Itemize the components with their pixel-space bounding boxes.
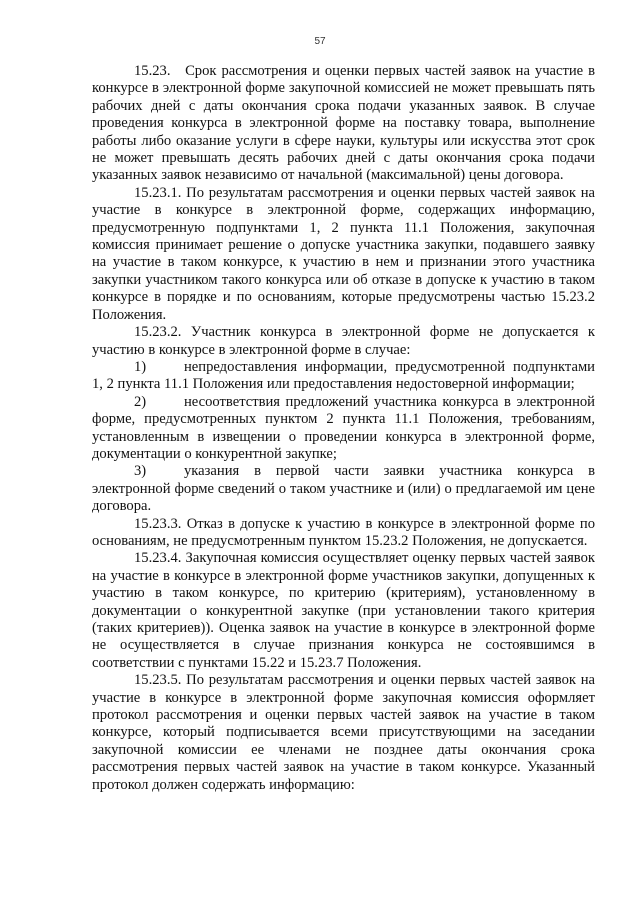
list-item-1: [92, 359, 595, 394]
section-15-23-1: 15.23.1. По результатам рассмотрения и оценки первых частей заявок на участие в конкурсе в электронной форме, содержащих информацию, предусмотренную подпунктами 1, 2 пункта 11.1 Положения, закупочная комиссия принимает решение о допуске участника закупки, подавшего заявку на участие в таком конкурсе, к участию в нем и признании этого участника закупки участником такого конкурса или об отказе в допуске к участию в таком конкурсе в порядке и по основаниям, которые предусмотрены частью 15.23.2 Положения.: [92, 184, 595, 323]
section-15-23-5: 15.23.5. По результатам рассмотрения и оценки первых частей заявок на участие в конкурсе в электронной форме закупочная комиссия оформляет протокол рассмотрения и оценки первых частей заявок на участие в таком конкурсе, который подписывается всеми присутствующими на заседании закупочной комиссии ее членами не позднее даты окончания срока рассмотрения первых частей заявок на участие в таком конкурсе. Указанный протокол должен содержать информацию:: [92, 672, 595, 793]
list-item-text: указания в первой части заявки участника конкурса в электронной форме сведений о таком участнике и (или) о предлагаемой им цене договора.: [92, 463, 595, 515]
list-item-text: несоответствия предложений участника конкурса в электронной форме, предусмотренных пунктом 2 пункта 11.1 Положения, требованиям, установленным в извещении о проведении конкурса в электронной форме, документации о конкурентной закупке;: [92, 393, 595, 462]
list-item-2: [92, 394, 595, 464]
list-item-3: [92, 463, 595, 515]
list-item-number: 1): [134, 358, 147, 375]
section-15-23-2: 15.23.2. Участник конкурса в электронной форме не допускается к участию в конкурсе в электронной форме в случае:: [92, 324, 595, 358]
section-15-23-4: 15.23.4. Закупочная комиссия осуществляет оценку первых частей заявок на участие в конкурсе в электронной форме участников закупки, допущенных к участию в таком конкурсе, по критерию (критериям), установленному в документации о конкурентной закупке (при установлении такого критерия (таких критериев)). Оценка заявок на участие в конкурсе в электронной форме не осуществляется в случае признания конкурса не состоявшимся в соответствии с пунктами 15.22 и 15.23.7 Положения.: [92, 550, 595, 671]
list-item-text: непредоставления информации, предусмотренной подпунктами 1, 2 пункта 11.1 Положения или предоставления недостоверной информации;: [92, 358, 595, 393]
section-15-23: 15.23. Срок рассмотрения и оценки первых частей заявок на участие в конкурсе в электронной форме закупочной комиссией не может превышать пять рабочих дней с даты окончания срока подачи указанных заявок. В случае проведения конкурса в электронной форме на поставку товара, выполнение работы либо оказание услуги в сфере науки, культуры или искусства этот срок не может превышать десять рабочих дней с даты окончания срока подачи указанных заявок независимо от начальной (максимальной) цены договора.: [92, 63, 595, 184]
document-body: [92, 63, 595, 794]
section-15-23-3: 15.23.3. Отказ в допуске к участию в конкурсе в электронной форме по основаниям, не предусмотренным пунктом 15.23.2 Положения, не допускается.: [92, 515, 595, 549]
page-number: 57: [314, 36, 326, 47]
list-item-number: 3): [134, 463, 147, 480]
list-item-number: 2): [134, 393, 147, 410]
